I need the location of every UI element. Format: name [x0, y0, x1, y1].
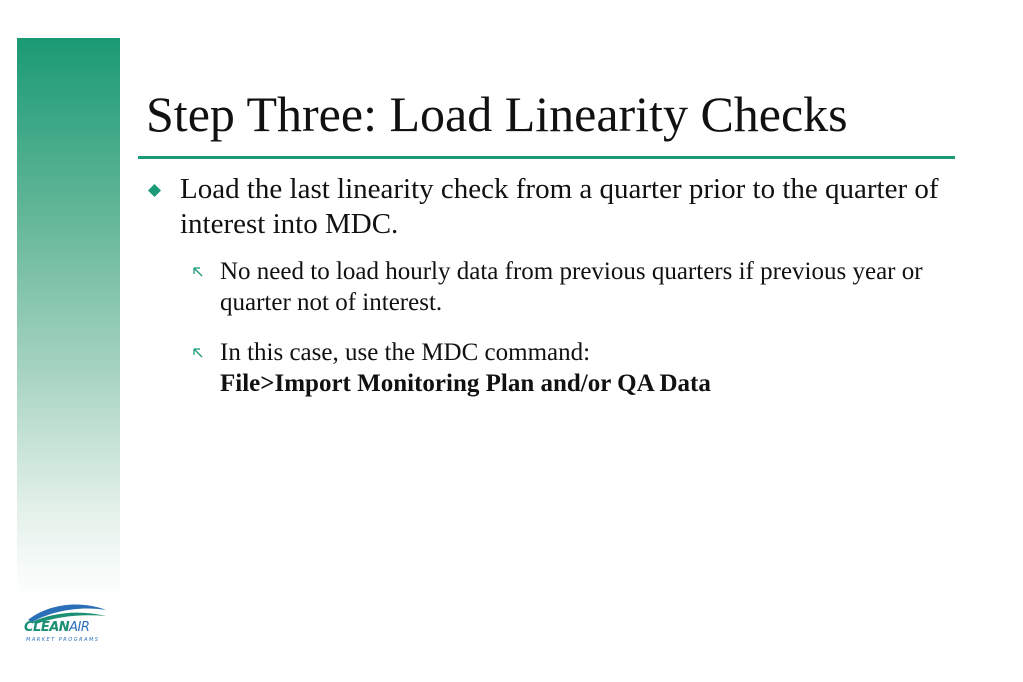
side-gradient-bar	[17, 38, 120, 600]
logo-wordmark	[24, 620, 89, 635]
arrow-bullet-icon	[192, 347, 204, 359]
slide-title: Step Three: Load Linearity Checks	[146, 86, 848, 142]
mdc-command-text: File>Import Monitoring Plan and/or QA Data	[220, 370, 711, 397]
logo-air: AIR	[69, 620, 90, 635]
logo-subtitle: MARKET PROGRAMS	[26, 637, 100, 643]
diamond-bullet-icon	[148, 184, 161, 197]
arrow-bullet-icon	[192, 266, 204, 278]
sub-bullet-text: In this case, use the MDC command:	[220, 339, 591, 366]
sub-bullet-hourly-data: No need to load hourly data from previous quarters if previous year or quarter not of interest.	[220, 258, 923, 316]
logo-clean: CLEAN	[24, 620, 70, 635]
title-divider	[138, 156, 955, 159]
sub-bullet-mdc-command	[220, 337, 940, 399]
main-bullet: Load the last linearity check from a quarter prior to the quarter of interest into MDC.	[180, 173, 939, 240]
